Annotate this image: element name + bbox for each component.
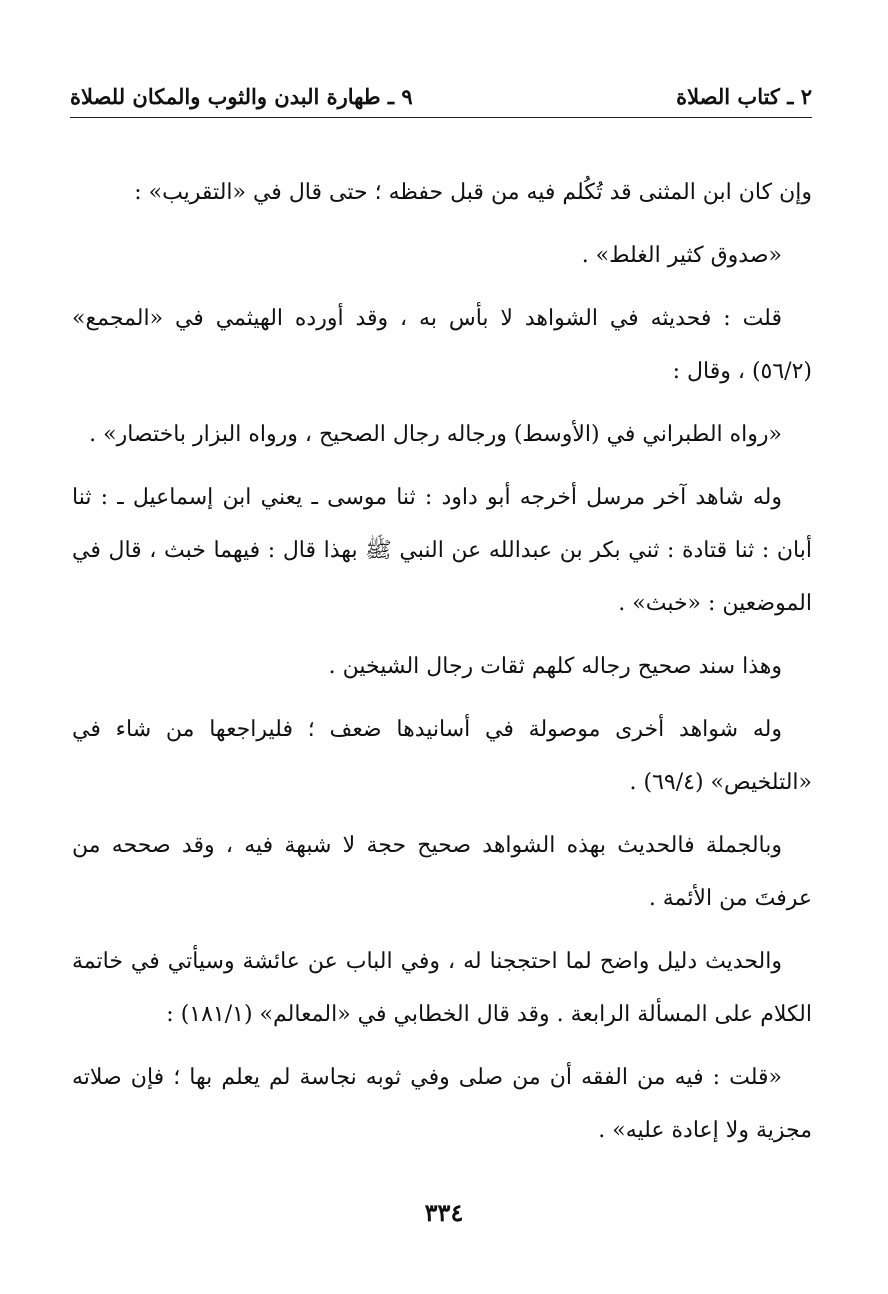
paragraph-6: وهذا سند صحيح رجاله كلهم ثقات رجال الشيخين . bbox=[328, 654, 782, 679]
paragraph-1: وإن كان ابن المثنى قد تُكُلم فيه من قبل حفظه ؛ حتى قال في «التقريب» : bbox=[134, 180, 812, 205]
paragraph-3: قلت : فحديثه في الشواهد لا بأس به ، وقد أورده الهيثمي في «المجمع» (٥٦/٢) ، وقال : bbox=[72, 306, 812, 384]
running-header bbox=[70, 78, 812, 114]
header-divider bbox=[70, 117, 812, 118]
main-text bbox=[72, 166, 812, 1167]
paragraph-9: والحديث دليل واضح لما احتججنا له ، وفي الباب عن عائشة وسيأتي في خاتمة الكلام على المسألة الرابعة . وقد قال الخطابي في «المعالم» (١٨١/١) : bbox=[72, 949, 812, 1027]
header-section-title: ٩ ـ طهارة البدن والثوب والمكان للصلاة bbox=[70, 83, 413, 109]
paragraph-10: «قلت : فيه من الفقه أن من صلى وفي ثوبه نجاسة لم يعلم بها ؛ فإن صلاته مجزية ولا إعادة عليه» . bbox=[72, 1065, 812, 1143]
paragraph-2: «صدوق كثير الغلط» . bbox=[581, 243, 782, 268]
paragraph-7: وله شواهد أخرى موصولة في أسانيدها ضعف ؛ فليراجعها من شاء في «التلخيص» (٦٩/٤) . bbox=[72, 717, 812, 795]
paragraph-4: «رواه الطبراني في (الأوسط) ورجاله رجال الصحيح ، ورواه البزار باختصار» . bbox=[89, 422, 782, 447]
paragraph-5: وله شاهد آخر مرسل أخرجه أبو داود : ثنا موسى ـ يعني ابن إسماعيل ـ : ثنا أبان : ثنا قتادة : ثني بكر بن عبدالله عن النبي ﷺ بهذا قال : فيهما خبث ، قال في الموضعين : «خبث» . bbox=[72, 485, 812, 616]
paragraph-8: وبالجملة فالحديث بهذه الشواهد صحيح حجة لا شبهة فيه ، وقد صححه من عرفتَ من الأئمة . bbox=[72, 833, 812, 911]
header-chapter-title: ٢ ـ كتاب الصلاة bbox=[676, 83, 812, 109]
page-number: ٣٣٤ bbox=[424, 1198, 464, 1227]
